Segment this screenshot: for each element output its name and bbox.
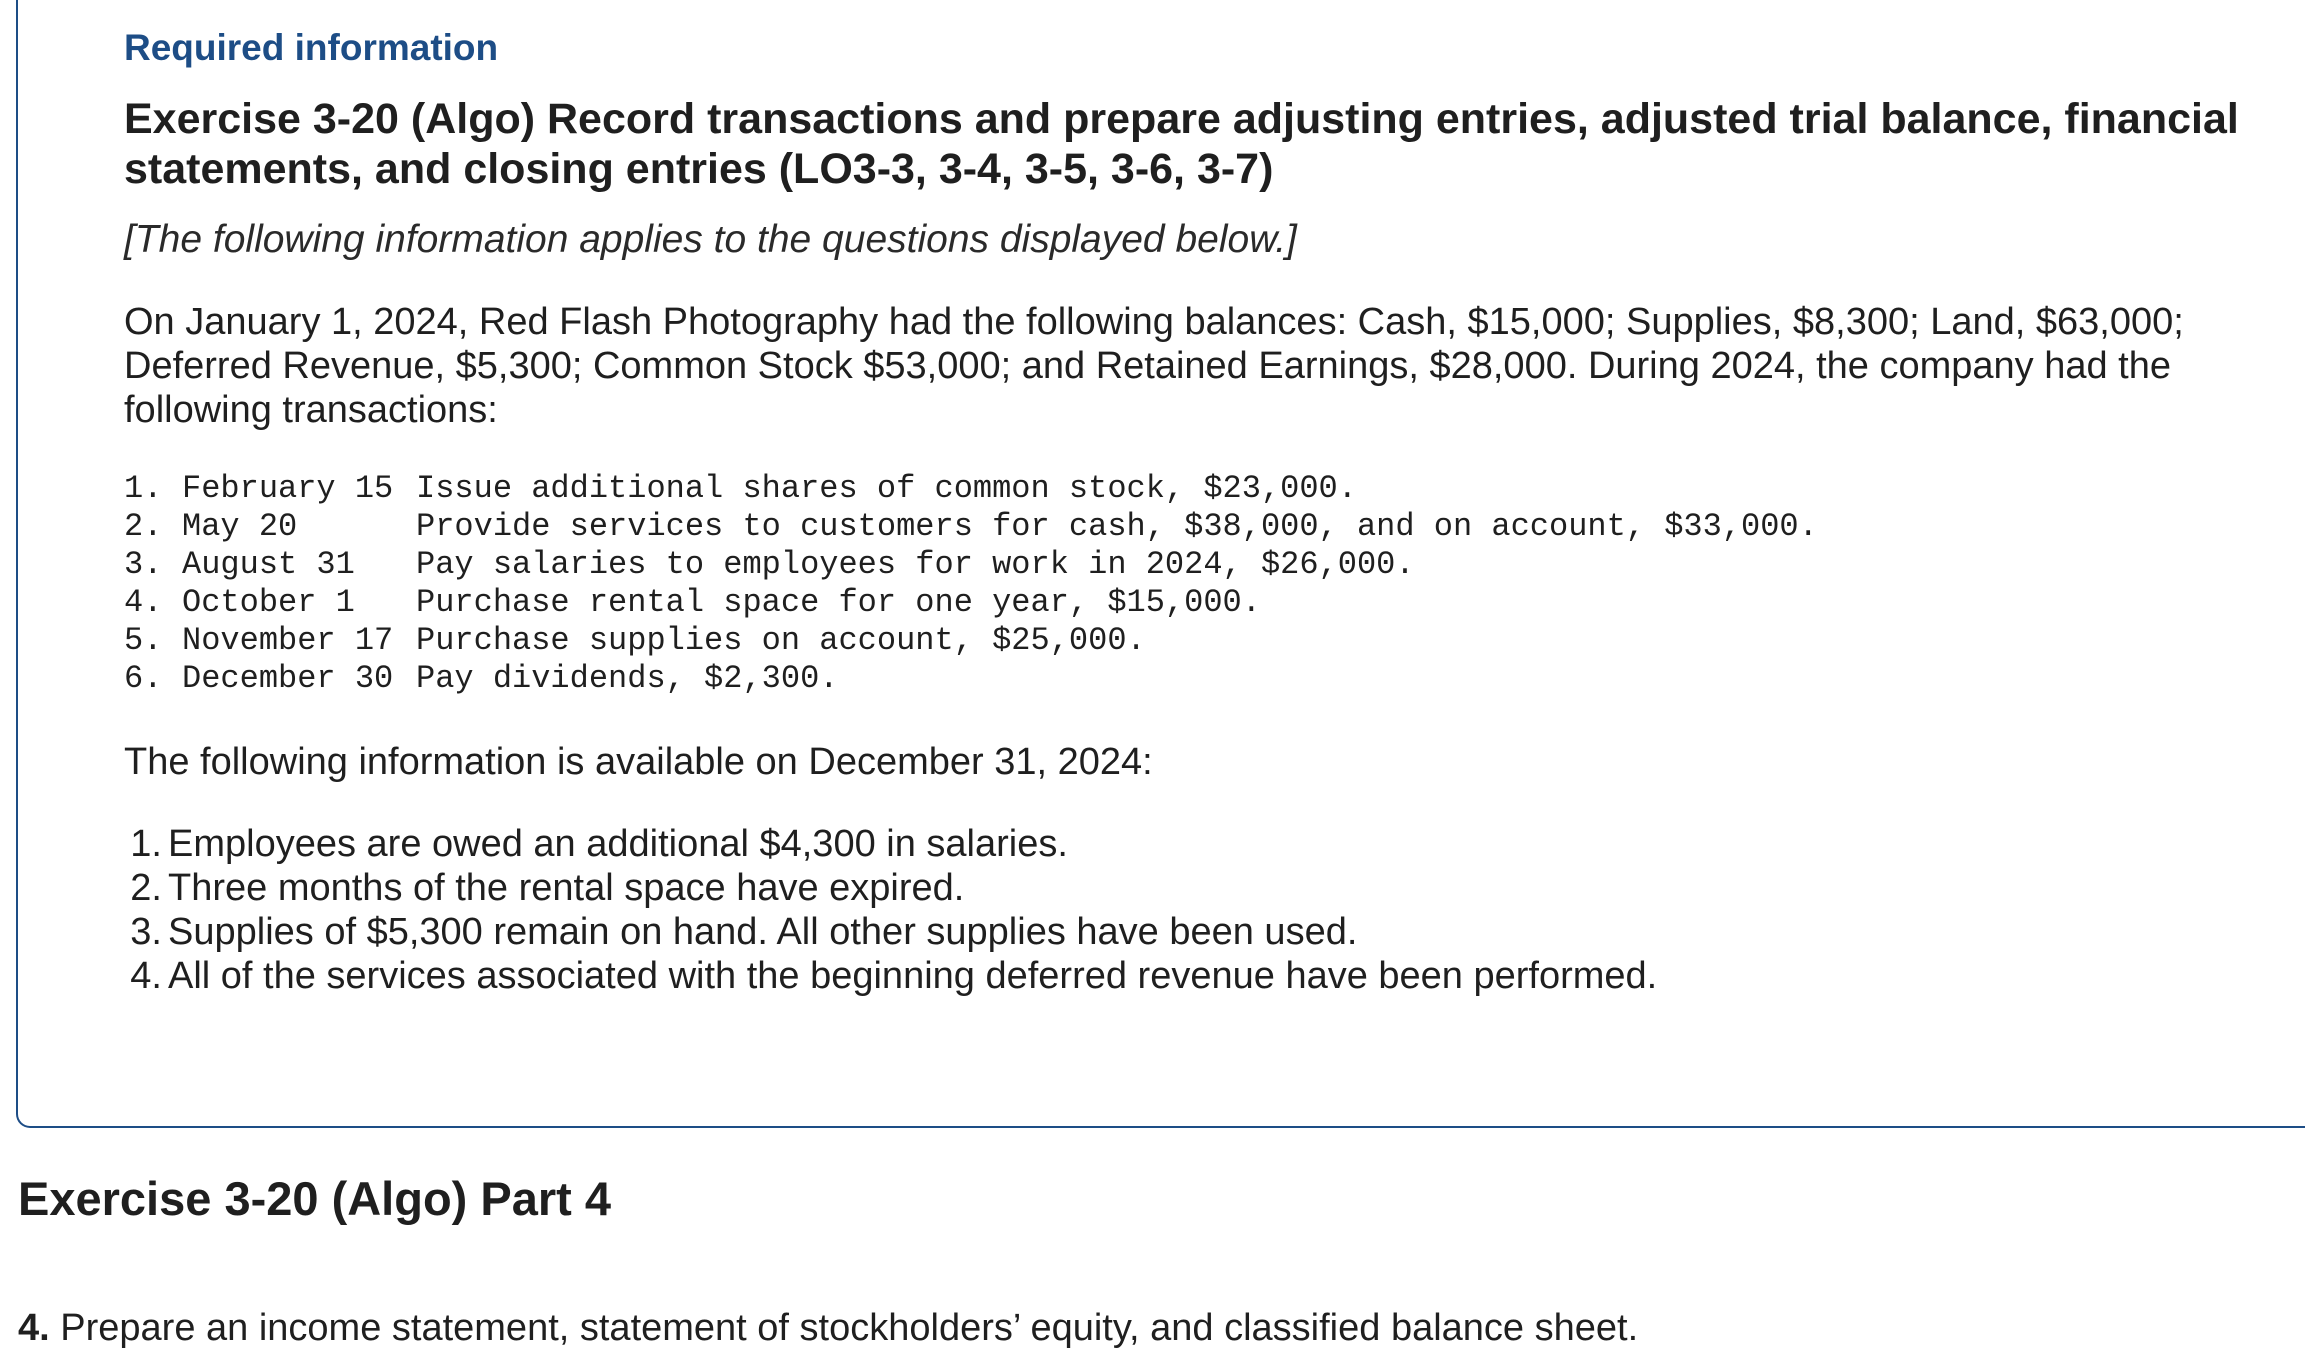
transaction-date: October 1 <box>182 584 355 621</box>
transaction-description: Pay salaries to employees for work in 2024, $26,000. <box>416 546 1415 583</box>
instruction-number: 4. <box>18 1307 50 1349</box>
transaction-row <box>124 470 2294 508</box>
transaction-row <box>124 508 2294 546</box>
transaction-number: 4. <box>124 584 163 621</box>
transaction-date: February 15 <box>182 470 394 507</box>
exercise-title: Exercise 3-20 (Algo) Record transactions and prepare adjusting entries, adjusted trial balance, financial statements, and closing entries (LO3-3, 3-4, 3-5, 3-6, 3-7) <box>124 95 2239 193</box>
adjustment-text: Supplies of $5,300 remain on hand. All other supplies have been used. <box>168 911 1358 953</box>
transaction-description: Pay dividends, $2,300. <box>416 660 839 697</box>
transaction-date: December 30 <box>182 660 394 697</box>
transaction-description: Issue additional shares of common stock, $23,000. <box>416 470 1357 507</box>
available-information-paragraph: The following information is available on December 31, 2024: <box>124 741 1153 783</box>
part-title: Exercise 3-20 (Algo) Part 4 <box>18 1172 611 1225</box>
transaction-row <box>124 622 2294 660</box>
intro-paragraph: On January 1, 2024, Red Flash Photography had the following balances: Cash, $15,000; Supplies, $8,300; Land, $63,000; Deferred Revenue, $5,300; Common Stock $53,000; and Retained Earnings, $28,000. During 2024, the company had the following transactions: <box>124 301 2184 431</box>
adjustment-number: 4. <box>130 955 162 997</box>
transaction-description: Purchase rental space for one year, $15,000. <box>416 584 1261 621</box>
transaction-description: Purchase supplies on account, $25,000. <box>416 622 1146 659</box>
transaction-number: 1. <box>124 470 163 507</box>
adjustment-item <box>124 822 2294 866</box>
transaction-row <box>124 546 2294 584</box>
required-information-panel <box>16 0 2305 1128</box>
required-information-label: Required information <box>124 27 499 68</box>
transaction-row <box>124 584 2294 622</box>
transactions-list <box>124 470 2294 698</box>
instruction-text: Prepare an income statement, statement of stockholders’ equity, and classified balance sheet. <box>60 1307 1639 1349</box>
transaction-number: 5. <box>124 622 163 659</box>
transaction-number: 3. <box>124 546 163 583</box>
adjustment-text: Three months of the rental space have expired. <box>168 867 965 909</box>
adjustments-list <box>124 822 2294 998</box>
transaction-number: 6. <box>124 660 163 697</box>
adjustment-number: 2. <box>130 867 162 909</box>
applies-note: [The following information applies to the questions displayed below.] <box>124 218 1297 261</box>
transaction-number: 2. <box>124 508 163 545</box>
transaction-row <box>124 660 2294 698</box>
adjustment-item <box>124 866 2294 910</box>
adjustment-number: 1. <box>130 823 162 865</box>
adjustment-text: Employees are owed an additional $4,300 in salaries. <box>168 823 1068 865</box>
adjustment-text: All of the services associated with the beginning deferred revenue have been performed. <box>168 955 1658 997</box>
transaction-date: August 31 <box>182 546 355 583</box>
part-instruction <box>18 1306 1638 1350</box>
transaction-date: November 17 <box>182 622 394 659</box>
required-information-content <box>124 26 2294 998</box>
adjustment-number: 3. <box>130 911 162 953</box>
transaction-date: May 20 <box>182 508 298 545</box>
adjustment-item <box>124 910 2294 954</box>
transaction-description: Provide services to customers for cash, $38,000, and on account, $33,000. <box>416 508 1818 545</box>
adjustment-item <box>124 954 2294 998</box>
